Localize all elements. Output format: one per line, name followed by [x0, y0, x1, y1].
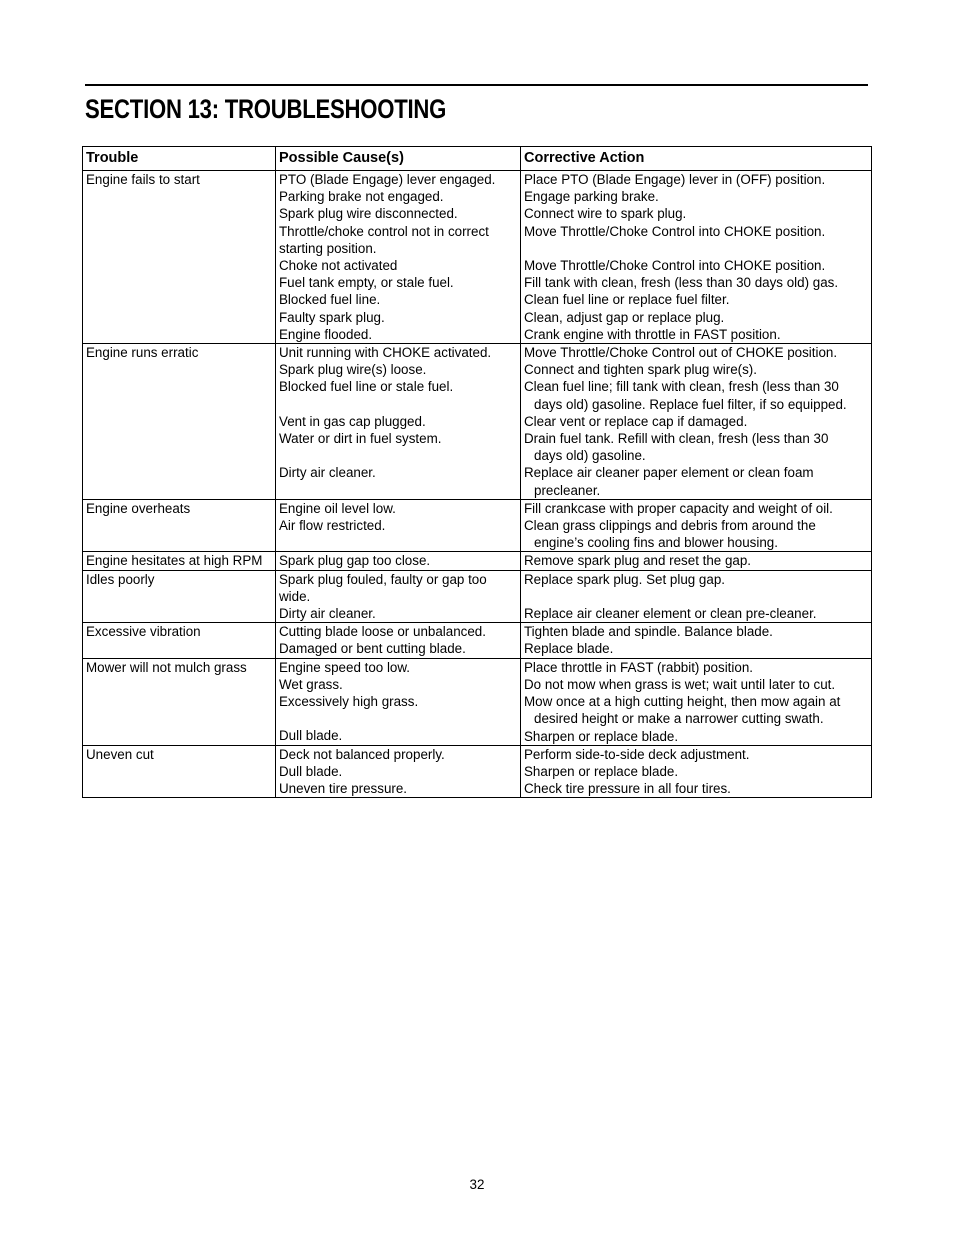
- possible-causes-cell: [276, 344, 521, 500]
- trouble-cell: [83, 552, 276, 570]
- table-header-row: [83, 147, 872, 171]
- action-item-line: Drain fuel tank. Refill with clean, fresh (less than 30: [524, 431, 829, 447]
- cause-item: [279, 693, 518, 727]
- action-item: [524, 205, 869, 222]
- action-item-line: Perform side-to-side deck adjustment.: [524, 746, 750, 762]
- corrective-action-cell: [521, 499, 872, 552]
- possible-causes-cell: [276, 171, 521, 344]
- action-item-line: Clean, adjust gap or replace plug.: [524, 309, 725, 325]
- action-item-line: Engage parking brake.: [524, 189, 659, 205]
- possible-causes-cell: [276, 623, 521, 658]
- action-item-line: precleaner.: [534, 482, 601, 498]
- cause-item: [279, 274, 518, 291]
- cause-item-line: Dirty air cleaner.: [279, 606, 376, 622]
- table-row: [83, 344, 872, 500]
- trouble-cell: [83, 658, 276, 745]
- action-item-line: Check tire pressure in all four tires.: [524, 781, 731, 797]
- action-item-line: Clean fuel line; fill tank with clean, fresh (less than 30: [524, 379, 839, 395]
- cause-item-line: Engine oil level low.: [279, 500, 396, 516]
- section-top-rule: [85, 84, 868, 86]
- action-item-line: Remove spark plug and reset the gap.: [524, 553, 752, 569]
- trouble-cell: [83, 344, 276, 500]
- cause-item-line: [279, 710, 518, 727]
- trouble-cell: [83, 745, 276, 798]
- column-header-possible-causes: Possible Cause(s): [276, 147, 521, 171]
- cause-item: [279, 727, 518, 744]
- action-item-line: Crank engine with throttle in FAST position.: [524, 326, 781, 342]
- action-item: [524, 344, 869, 361]
- action-item-line: Move Throttle/Choke Control into CHOKE position.: [524, 258, 826, 273]
- cause-item: [279, 605, 518, 622]
- action-item-line: Replace air cleaner paper element or clean foam: [524, 465, 814, 481]
- possible-causes-cell: [276, 552, 521, 570]
- column-header-corrective-action: Corrective Action: [521, 147, 872, 171]
- action-item-line: Sharpen or replace blade.: [524, 728, 679, 744]
- trouble-text: Engine runs erratic: [86, 345, 199, 361]
- cause-item-line: Damaged or bent cutting blade.: [279, 641, 466, 657]
- cause-item-line: Parking brake not engaged.: [279, 189, 444, 205]
- trouble-cell: [83, 623, 276, 658]
- action-item: [524, 309, 869, 326]
- corrective-action-cell: [521, 623, 872, 658]
- cause-item-line: Faulty spark plug.: [279, 309, 385, 325]
- trouble-cell: [83, 570, 276, 623]
- cause-item: [279, 552, 518, 569]
- action-item: [524, 171, 869, 188]
- table-row: [83, 570, 872, 623]
- action-item-line: Tighten blade and spindle. Balance blade.: [524, 624, 773, 640]
- action-item-line: Connect and tighten spark plug wire(s).: [524, 362, 757, 378]
- cause-item: [279, 676, 518, 693]
- action-item: [524, 552, 869, 569]
- action-item: [524, 413, 869, 430]
- trouble-text: Excessive vibration: [86, 624, 201, 640]
- cause-item-line: Throttle/choke control not in correct: [279, 223, 489, 239]
- cause-item: [279, 257, 518, 274]
- action-item: [524, 500, 869, 517]
- action-item-line: Fill crankcase with proper capacity and weight of oil.: [524, 500, 833, 516]
- trouble-text: Uneven cut: [86, 746, 154, 762]
- action-item: [524, 257, 869, 274]
- cause-item-line: Uneven tire pressure.: [279, 781, 408, 797]
- cause-item-line: Engine speed too low.: [279, 659, 411, 675]
- cause-item: [279, 223, 518, 257]
- action-item-line: Replace air cleaner element or clean pre-cleaner.: [524, 606, 817, 622]
- action-item: [524, 640, 869, 657]
- cause-item-line: Deck not balanced properly.: [279, 746, 445, 762]
- table-row: [83, 171, 872, 344]
- trouble-text: Mower will not mulch grass: [86, 659, 247, 675]
- cause-item: [279, 746, 518, 763]
- corrective-action-cell: [521, 552, 872, 570]
- cause-item-line: [279, 447, 518, 464]
- cause-item-line: Dirty air cleaner.: [279, 465, 376, 481]
- action-item: [524, 746, 869, 763]
- column-header-trouble: Trouble: [83, 147, 276, 171]
- cause-item-line: Water or dirt in fuel system.: [279, 431, 442, 447]
- cause-item-line: PTO (Blade Engage) lever engaged.: [279, 172, 496, 187]
- action-item-line: Do not mow when grass is wet; wait until later to cut.: [524, 676, 836, 692]
- action-item-line: [524, 588, 869, 605]
- corrective-action-cell: [521, 745, 872, 798]
- action-item: [524, 693, 869, 727]
- table-row: [83, 499, 872, 552]
- trouble-text: Engine hesitates at high RPM: [86, 553, 263, 569]
- action-item: [524, 188, 869, 205]
- cause-item-line: Blocked fuel line or stale fuel.: [279, 379, 454, 395]
- cause-item-line: [279, 534, 518, 551]
- section-title: SECTION 13: TROUBLESHOOTING: [85, 94, 447, 124]
- action-item-line: days old) gasoline.: [534, 448, 646, 464]
- trouble-cell: [83, 171, 276, 344]
- action-item-line: [524, 240, 869, 257]
- cause-item-line: Spark plug wire disconnected.: [279, 206, 458, 222]
- action-item-line: Clean grass clippings and debris from around the: [524, 518, 816, 534]
- possible-causes-cell: [276, 745, 521, 798]
- action-item: [524, 274, 869, 291]
- table-row: [83, 745, 872, 798]
- table-row: [83, 658, 872, 745]
- cause-item-line: Blocked fuel line.: [279, 292, 381, 308]
- action-item-line: Connect wire to spark plug.: [524, 206, 687, 222]
- cause-item: [279, 640, 518, 657]
- cause-item-line: Spark plug gap too close.: [279, 553, 431, 569]
- corrective-action-cell: [521, 658, 872, 745]
- cause-item-line: Engine flooded.: [279, 326, 373, 342]
- action-item-line: Move Throttle/Choke Control into CHOKE position.: [524, 223, 826, 239]
- trouble-text: Engine overheats: [86, 500, 191, 516]
- action-item-line: Fill tank with clean, fresh (less than 30 days old) gas.: [524, 275, 839, 291]
- trouble-text: Engine fails to start: [86, 172, 200, 187]
- cause-item-line: Cutting blade loose or unbalanced.: [279, 624, 486, 640]
- cause-item: [279, 517, 518, 551]
- cause-item: [279, 571, 518, 605]
- cause-item: [279, 361, 518, 378]
- cause-item: [279, 659, 518, 676]
- troubleshooting-table: [82, 146, 872, 798]
- action-item-line: engine’s cooling fins and blower housing.: [534, 535, 778, 551]
- page-number: 32: [469, 1177, 485, 1192]
- cause-item: [279, 780, 518, 797]
- cause-item: [279, 326, 518, 343]
- action-item: [524, 361, 869, 378]
- cause-item-line: Air flow restricted.: [279, 518, 386, 534]
- cause-item-line: Fuel tank empty, or stale fuel.: [279, 275, 454, 291]
- action-item-line: Mow once at a high cutting height, then mow again at: [524, 694, 841, 710]
- possible-causes-cell: [276, 570, 521, 623]
- cause-item: [279, 623, 518, 640]
- action-item-line: Move Throttle/Choke Control out of CHOKE position.: [524, 345, 838, 361]
- action-item: [524, 517, 869, 551]
- cause-item-line: [279, 482, 518, 499]
- table-row: [83, 623, 872, 658]
- action-item: [524, 728, 869, 745]
- action-item: [524, 676, 869, 693]
- cause-item-line: Choke not activated: [279, 258, 398, 274]
- cause-item-line: Unit running with CHOKE activated.: [279, 345, 492, 361]
- cause-item: [279, 309, 518, 326]
- cause-item: [279, 378, 518, 412]
- cause-item-line: Spark plug wire(s) loose.: [279, 362, 427, 378]
- action-item: [524, 780, 869, 797]
- action-item: [524, 605, 869, 622]
- cause-item: [279, 205, 518, 222]
- cause-item-line: Vent in gas cap plugged.: [279, 413, 426, 429]
- action-item: [524, 223, 869, 257]
- action-item-line: days old) gasoline. Replace fuel filter, if so equipped.: [534, 396, 847, 412]
- action-item: [524, 378, 869, 412]
- cause-item-line: starting position.: [279, 240, 377, 256]
- action-item: [524, 571, 869, 605]
- action-item-line: Replace blade.: [524, 641, 614, 657]
- corrective-action-cell: [521, 570, 872, 623]
- action-item-line: desired height or make a narrower cutting swath.: [534, 711, 824, 727]
- cause-item-line: Dull blade.: [279, 728, 343, 744]
- possible-causes-cell: [276, 499, 521, 552]
- cause-item-line: Excessively high grass.: [279, 694, 419, 710]
- table-row: [83, 552, 872, 570]
- cause-item-line: Dull blade.: [279, 763, 343, 779]
- cause-item: [279, 413, 518, 430]
- cause-item: [279, 171, 518, 188]
- action-item: [524, 430, 869, 464]
- cause-item: [279, 344, 518, 361]
- action-item: [524, 464, 869, 498]
- possible-causes-cell: [276, 658, 521, 745]
- cause-item: [279, 291, 518, 308]
- cause-item-line: [279, 396, 518, 413]
- table-body: [83, 171, 872, 798]
- cause-item: [279, 763, 518, 780]
- corrective-action-cell: [521, 171, 872, 344]
- trouble-cell: [83, 499, 276, 552]
- action-item-line: Clear vent or replace cap if damaged.: [524, 413, 748, 429]
- action-item: [524, 326, 869, 343]
- action-item-line: Clean fuel line or replace fuel filter.: [524, 292, 730, 308]
- action-item: [524, 291, 869, 308]
- action-item: [524, 763, 869, 780]
- action-item-line: Place throttle in FAST (rabbit) position.: [524, 659, 753, 675]
- action-item: [524, 659, 869, 676]
- cause-item: [279, 500, 518, 517]
- cause-item: [279, 188, 518, 205]
- action-item: [524, 623, 869, 640]
- cause-item: [279, 464, 518, 498]
- action-item-line: Replace spark plug. Set plug gap.: [524, 571, 725, 587]
- trouble-text: Idles poorly: [86, 571, 155, 587]
- corrective-action-cell: [521, 344, 872, 500]
- cause-item-line: wide.: [279, 588, 311, 604]
- action-item-line: Place PTO (Blade Engage) lever in (OFF) position.: [524, 172, 826, 187]
- cause-item: [279, 430, 518, 464]
- action-item-line: Sharpen or replace blade.: [524, 763, 679, 779]
- cause-item-line: Wet grass.: [279, 676, 343, 692]
- cause-item-line: Spark plug fouled, faulty or gap too: [279, 571, 487, 587]
